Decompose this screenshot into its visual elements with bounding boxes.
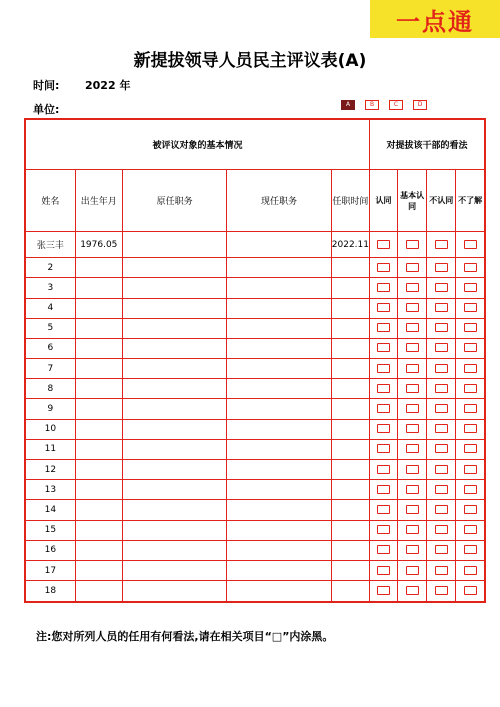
col-name-header: 姓名 (25, 170, 75, 232)
birth-cell (75, 500, 122, 520)
agree-cell (369, 359, 397, 379)
prev-position-cell (122, 359, 226, 379)
agree-checkbox[interactable] (377, 566, 390, 575)
tenure-cell (331, 480, 369, 500)
tenure-cell (331, 439, 369, 459)
disagree-cell (427, 278, 456, 298)
disagree-cell (427, 338, 456, 358)
name-cell: 18 (25, 581, 75, 602)
unknown-cell (456, 419, 485, 439)
unknown-checkbox[interactable] (464, 525, 477, 534)
col-basic-agree-header: 基本认同 (398, 170, 427, 232)
col-agree-header: 认同 (369, 170, 397, 232)
prev-position-cell (122, 338, 226, 358)
prev-position-cell (122, 439, 226, 459)
agree-checkbox[interactable] (377, 343, 390, 352)
name-cell: 3 (25, 278, 75, 298)
table-row (25, 560, 485, 580)
basic-agree-cell (398, 318, 427, 338)
agree-cell (369, 232, 397, 258)
basic-agree-cell (398, 399, 427, 419)
tenure-cell (331, 419, 369, 439)
disagree-checkbox[interactable] (435, 465, 448, 474)
agree-cell (369, 278, 397, 298)
col-curr-position-header: 现任职务 (227, 170, 331, 232)
tenure-cell (331, 318, 369, 338)
agree-cell (369, 540, 397, 560)
prev-position-cell (122, 480, 226, 500)
unknown-checkbox[interactable] (464, 323, 477, 332)
name-cell: 张三丰 (25, 232, 75, 258)
basic-agree-checkbox[interactable] (406, 283, 419, 292)
agree-cell (369, 298, 397, 318)
agree-cell (369, 500, 397, 520)
birth-cell (75, 520, 122, 540)
time-value: 2022 年 (85, 79, 131, 92)
birth-cell (75, 359, 122, 379)
table-row (25, 480, 485, 500)
name-cell: 12 (25, 460, 75, 480)
col-disagree-header: 不认同 (427, 170, 456, 232)
agree-checkbox[interactable] (377, 444, 390, 453)
agree-checkbox[interactable] (377, 465, 390, 474)
basic-agree-cell (398, 500, 427, 520)
curr-position-cell (227, 439, 331, 459)
basic-agree-cell (398, 359, 427, 379)
basic-agree-cell (398, 278, 427, 298)
col-prev-position-header: 原任职务 (122, 170, 226, 232)
name-cell: 2 (25, 258, 75, 278)
disagree-checkbox[interactable] (435, 586, 448, 595)
evaluation-table (24, 118, 486, 603)
disagree-checkbox[interactable] (435, 364, 448, 373)
curr-position-cell (227, 399, 331, 419)
unknown-cell (456, 581, 485, 602)
prev-position-cell (122, 419, 226, 439)
basic-agree-checkbox[interactable] (406, 525, 419, 534)
birth-cell (75, 278, 122, 298)
table-row (25, 581, 485, 602)
unknown-cell (456, 278, 485, 298)
tenure-cell (331, 581, 369, 602)
name-cell: 17 (25, 560, 75, 580)
disagree-cell (427, 520, 456, 540)
disagree-checkbox[interactable] (435, 240, 448, 249)
agree-checkbox[interactable] (377, 404, 390, 413)
disagree-cell (427, 232, 456, 258)
option-c-checkbox[interactable]: C (389, 100, 403, 110)
birth-cell (75, 318, 122, 338)
unknown-cell (456, 500, 485, 520)
curr-position-cell (227, 278, 331, 298)
agree-checkbox[interactable] (377, 263, 390, 272)
disagree-cell (427, 439, 456, 459)
disagree-checkbox[interactable] (435, 283, 448, 292)
tenure-cell (331, 338, 369, 358)
birth-cell (75, 298, 122, 318)
curr-position-cell (227, 419, 331, 439)
prev-position-cell (122, 560, 226, 580)
basic-agree-checkbox[interactable] (406, 364, 419, 373)
agree-checkbox[interactable] (377, 384, 390, 393)
birth-cell: 1976.05 (75, 232, 122, 258)
disagree-checkbox[interactable] (435, 323, 448, 332)
disagree-checkbox[interactable] (435, 525, 448, 534)
unknown-checkbox[interactable] (464, 505, 477, 514)
basic-agree-cell (398, 480, 427, 500)
birth-cell (75, 258, 122, 278)
agree-checkbox[interactable] (377, 485, 390, 494)
option-b-checkbox[interactable]: B (365, 100, 379, 110)
agree-cell (369, 581, 397, 602)
prev-position-cell (122, 520, 226, 540)
birth-cell (75, 419, 122, 439)
table-row (25, 318, 485, 338)
table-row (25, 298, 485, 318)
curr-position-cell (227, 338, 331, 358)
prev-position-cell (122, 379, 226, 399)
disagree-cell (427, 540, 456, 560)
tenure-cell (331, 560, 369, 580)
basic-agree-cell (398, 338, 427, 358)
section-basic-info: 被评议对象的基本情况 (25, 119, 369, 170)
basic-agree-cell (398, 439, 427, 459)
prev-position-cell (122, 460, 226, 480)
unknown-cell (456, 480, 485, 500)
basic-agree-cell (398, 232, 427, 258)
unknown-cell (456, 520, 485, 540)
curr-position-cell (227, 581, 331, 602)
disagree-checkbox[interactable] (435, 505, 448, 514)
unknown-checkbox[interactable] (464, 240, 477, 249)
prev-position-cell (122, 581, 226, 602)
unknown-cell (456, 540, 485, 560)
curr-position-cell (227, 232, 331, 258)
tenure-cell (331, 298, 369, 318)
disagree-cell (427, 581, 456, 602)
disagree-cell (427, 359, 456, 379)
disagree-cell (427, 399, 456, 419)
birth-cell (75, 338, 122, 358)
birth-cell (75, 540, 122, 560)
basic-agree-checkbox[interactable] (406, 566, 419, 575)
unknown-cell (456, 439, 485, 459)
disagree-checkbox[interactable] (435, 343, 448, 352)
unknown-cell (456, 338, 485, 358)
col-birth-header: 出生年月 (75, 170, 122, 232)
curr-position-cell (227, 500, 331, 520)
disagree-cell (427, 419, 456, 439)
agree-checkbox[interactable] (377, 545, 390, 554)
disagree-cell (427, 258, 456, 278)
col-unknown-header: 不了解 (456, 170, 485, 232)
disagree-cell (427, 460, 456, 480)
agree-cell (369, 520, 397, 540)
col-tenure-header: 任职时间 (331, 170, 369, 232)
unknown-cell (456, 399, 485, 419)
disagree-cell (427, 379, 456, 399)
basic-agree-checkbox[interactable] (406, 586, 419, 595)
name-cell: 7 (25, 359, 75, 379)
basic-agree-checkbox[interactable] (406, 343, 419, 352)
disagree-cell (427, 480, 456, 500)
table-row (25, 419, 485, 439)
unknown-cell (456, 460, 485, 480)
unknown-checkbox[interactable] (464, 465, 477, 474)
prev-position-cell (122, 318, 226, 338)
agree-checkbox[interactable] (377, 424, 390, 433)
curr-position-cell (227, 359, 331, 379)
unknown-checkbox[interactable] (464, 384, 477, 393)
unknown-checkbox[interactable] (464, 485, 477, 494)
tenure-cell (331, 500, 369, 520)
basic-agree-cell (398, 298, 427, 318)
disagree-checkbox[interactable] (435, 485, 448, 494)
tenure-cell (331, 258, 369, 278)
basic-agree-checkbox[interactable] (406, 545, 419, 554)
table-row (25, 399, 485, 419)
disagree-checkbox[interactable] (435, 545, 448, 554)
basic-agree-cell (398, 540, 427, 560)
curr-position-cell (227, 258, 331, 278)
curr-position-cell (227, 480, 331, 500)
name-cell: 10 (25, 419, 75, 439)
birth-cell (75, 581, 122, 602)
disagree-cell (427, 560, 456, 580)
unknown-cell (456, 232, 485, 258)
table-row (25, 359, 485, 379)
birth-cell (75, 560, 122, 580)
birth-cell (75, 399, 122, 419)
curr-position-cell (227, 379, 331, 399)
tenure-cell (331, 540, 369, 560)
curr-position-cell (227, 318, 331, 338)
basic-agree-cell (398, 419, 427, 439)
prev-position-cell (122, 298, 226, 318)
section-opinion: 对提拔该干部的看法 (369, 119, 485, 170)
table-row (25, 460, 485, 480)
unknown-checkbox[interactable] (464, 364, 477, 373)
birth-cell (75, 379, 122, 399)
agree-checkbox[interactable] (377, 283, 390, 292)
prev-position-cell (122, 258, 226, 278)
table-row (25, 338, 485, 358)
agree-cell (369, 460, 397, 480)
unknown-cell (456, 379, 485, 399)
prev-position-cell (122, 399, 226, 419)
basic-agree-checkbox[interactable] (406, 404, 419, 413)
curr-position-cell (227, 520, 331, 540)
basic-agree-cell (398, 460, 427, 480)
agree-checkbox[interactable] (377, 525, 390, 534)
basic-agree-checkbox[interactable] (406, 505, 419, 514)
unknown-checkbox[interactable] (464, 404, 477, 413)
disagree-checkbox[interactable] (435, 263, 448, 272)
name-cell: 14 (25, 500, 75, 520)
birth-cell (75, 439, 122, 459)
curr-position-cell (227, 560, 331, 580)
name-cell: 8 (25, 379, 75, 399)
tenure-cell (331, 399, 369, 419)
basic-agree-cell (398, 258, 427, 278)
table-row (25, 520, 485, 540)
basic-agree-checkbox[interactable] (406, 444, 419, 453)
table-row (25, 439, 485, 459)
basic-agree-checkbox[interactable] (406, 384, 419, 393)
birth-cell (75, 460, 122, 480)
basic-agree-cell (398, 560, 427, 580)
basic-agree-checkbox[interactable] (406, 424, 419, 433)
curr-position-cell (227, 460, 331, 480)
agree-cell (369, 258, 397, 278)
name-cell: 4 (25, 298, 75, 318)
disagree-checkbox[interactable] (435, 424, 448, 433)
brand-logo: 一点通 (370, 0, 500, 38)
agree-cell (369, 318, 397, 338)
basic-agree-cell (398, 520, 427, 540)
tenure-cell (331, 379, 369, 399)
table-row (25, 278, 485, 298)
agree-cell (369, 560, 397, 580)
page-title: 新提拔领导人员民主评议表(A) (133, 51, 367, 71)
time-label: 时间: (33, 79, 60, 92)
unknown-cell (456, 318, 485, 338)
unknown-checkbox[interactable] (464, 586, 477, 595)
unknown-checkbox[interactable] (464, 343, 477, 352)
basic-agree-cell (398, 379, 427, 399)
name-cell: 5 (25, 318, 75, 338)
option-d-checkbox[interactable]: D (413, 100, 427, 110)
footnote: 注:您对所列人员的任用有何看法,请在相关项目“□”内涂黑。 (36, 630, 334, 643)
name-cell: 6 (25, 338, 75, 358)
agree-checkbox[interactable] (377, 303, 390, 312)
name-cell: 11 (25, 439, 75, 459)
basic-agree-checkbox[interactable] (406, 303, 419, 312)
disagree-cell (427, 318, 456, 338)
name-cell: 13 (25, 480, 75, 500)
disagree-cell (427, 500, 456, 520)
unknown-checkbox[interactable] (464, 303, 477, 312)
prev-position-cell (122, 540, 226, 560)
agree-checkbox[interactable] (377, 586, 390, 595)
curr-position-cell (227, 540, 331, 560)
birth-cell (75, 480, 122, 500)
disagree-checkbox[interactable] (435, 404, 448, 413)
unknown-cell (456, 359, 485, 379)
tenure-cell (331, 359, 369, 379)
table-row (25, 540, 485, 560)
table-row (25, 232, 485, 258)
agree-cell (369, 338, 397, 358)
unknown-cell (456, 258, 485, 278)
table-row (25, 500, 485, 520)
name-cell: 15 (25, 520, 75, 540)
option-a-checkbox[interactable]: A (341, 100, 355, 110)
agree-cell (369, 439, 397, 459)
tenure-cell (331, 520, 369, 540)
basic-agree-checkbox[interactable] (406, 240, 419, 249)
unknown-checkbox[interactable] (464, 424, 477, 433)
unknown-checkbox[interactable] (464, 444, 477, 453)
disagree-cell (427, 298, 456, 318)
unknown-checkbox[interactable] (464, 283, 477, 292)
agree-cell (369, 379, 397, 399)
prev-position-cell (122, 500, 226, 520)
disagree-checkbox[interactable] (435, 444, 448, 453)
grade-options (341, 100, 427, 110)
name-cell: 9 (25, 399, 75, 419)
unit-label: 单位: (33, 103, 60, 116)
agree-checkbox[interactable] (377, 323, 390, 332)
agree-checkbox[interactable] (377, 240, 390, 249)
agree-cell (369, 419, 397, 439)
agree-checkbox[interactable] (377, 364, 390, 373)
agree-checkbox[interactable] (377, 505, 390, 514)
curr-position-cell (227, 298, 331, 318)
prev-position-cell (122, 278, 226, 298)
tenure-cell (331, 460, 369, 480)
unknown-cell (456, 298, 485, 318)
basic-agree-cell (398, 581, 427, 602)
disagree-checkbox[interactable] (435, 303, 448, 312)
basic-agree-checkbox[interactable] (406, 465, 419, 474)
basic-agree-checkbox[interactable] (406, 323, 419, 332)
unknown-checkbox[interactable] (464, 263, 477, 272)
table-row (25, 379, 485, 399)
unknown-checkbox[interactable] (464, 545, 477, 554)
disagree-checkbox[interactable] (435, 566, 448, 575)
tenure-cell (331, 278, 369, 298)
prev-position-cell (122, 232, 226, 258)
basic-agree-checkbox[interactable] (406, 263, 419, 272)
agree-cell (369, 480, 397, 500)
table-row (25, 258, 485, 278)
name-cell: 16 (25, 540, 75, 560)
agree-cell (369, 399, 397, 419)
unknown-checkbox[interactable] (464, 566, 477, 575)
basic-agree-checkbox[interactable] (406, 485, 419, 494)
disagree-checkbox[interactable] (435, 384, 448, 393)
tenure-cell: 2022.11 (331, 232, 369, 258)
unknown-cell (456, 560, 485, 580)
